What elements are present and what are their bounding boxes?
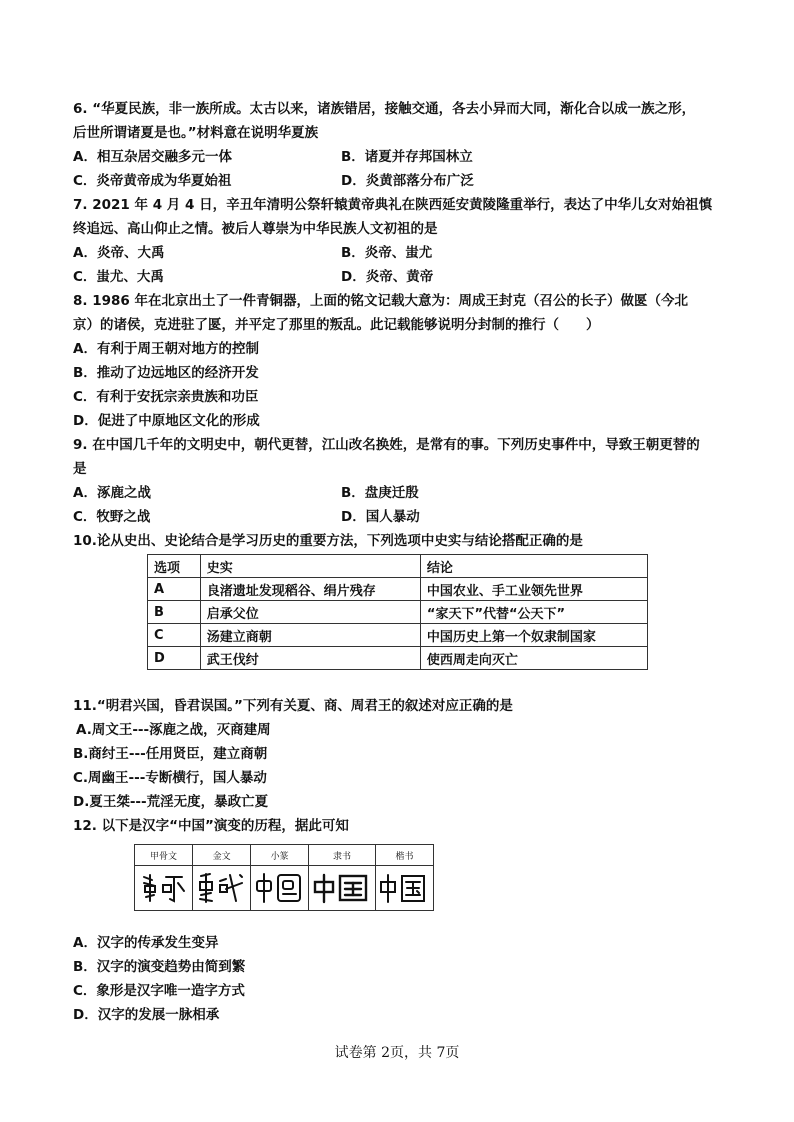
table-header-option: 选项 [148,555,201,578]
table-cell-conclusion: “家天下”代替“公天下” [420,601,647,624]
glyph-row [135,866,434,911]
q9-option-c: C．牧野之战 [73,509,151,525]
table-cell-option: A [148,578,201,601]
script-name: 隶书 [309,845,376,866]
q11-option-d: D.夏王桀---荒淫无度，暴政亡夏 [73,794,269,810]
q8-stem-line2: 京）的诸侯，克进驻了匽，并平定了那里的叛乱。此记载能够说明分封制的推行（ ） [73,317,600,333]
regular-zhongguo-image [378,871,430,905]
oracle-bone-zhongguo-image [138,871,190,905]
bronze-zhongguo-image [196,871,248,905]
small-seal-zhongguo-image [254,871,306,905]
q7-option-b: B．炎帝、蚩尤 [341,245,433,261]
q9-option-d: D．国人暴动 [341,509,420,525]
q9-stem-line2: 是 [73,461,87,477]
table-cell-fact: 汤建立商朝 [200,624,420,647]
q8-option-c: C．有利于安抚宗亲贵族和功臣 [73,389,259,405]
q12-option-d: D．汉字的发展一脉相承 [73,1007,220,1023]
table-row [148,578,648,601]
q6-option-c: C．炎帝黄帝成为华夏始祖 [73,173,232,189]
bronze-glyph [193,866,251,911]
clerical-glyph [309,866,376,911]
table-header-conclusion: 结论 [420,555,647,578]
q11-stem: 11.“明君兴国，昏君误国。”下列有关夏、商、周君王的叙述对应正确的是 [73,698,513,714]
q11-option-b: B.商纣王---任用贤臣，建立商朝 [73,746,268,762]
q9-stem-line1: 9. 在中国几千年的文明史中，朝代更替，江山改名换姓，是常有的事。下列历史事件中，导致王朝更替的 [73,437,700,453]
regular-glyph [375,866,433,911]
q7-option-a: A．炎帝、大禹 [73,245,165,261]
q12-option-c: C．象形是汉字唯一造字方式 [73,983,245,999]
q8-option-b: B．推动了边远地区的经济开发 [73,365,259,381]
q10-table [147,554,648,670]
table-cell-fact: 启承父位 [200,601,420,624]
script-name: 小篆 [251,845,309,866]
q12-option-a: A．汉字的传承发生变异 [73,935,219,951]
q6-option-a: A．相互杂居交融多元一体 [73,149,232,165]
script-name: 楷书 [375,845,433,866]
script-name: 金文 [193,845,251,866]
q6-stem-line2: 后世所谓诸夏是也。”材料意在说明华夏族 [73,125,319,141]
q12-stem: 12. 以下是汉字“中国”演变的历程，据此可知 [73,818,349,834]
small-seal-glyph [251,866,309,911]
table-row [148,601,648,624]
q6-option-d: D．炎黄部落分布广泛 [341,173,474,189]
q7-option-c: C．蚩尤、大禹 [73,269,164,285]
q7-option-d: D．炎帝、黄帝 [341,269,434,285]
page-footer: 试卷第 2页，共 7页 [334,1045,460,1061]
q11-option-c: C.周幽王---专断横行，国人暴动 [73,770,267,786]
table-header-row [148,555,648,578]
table-cell-fact: 武王伐纣 [200,647,420,670]
q9-option-b: B．盘庚迁殷 [341,485,419,501]
oracle-bone-glyph [135,866,193,911]
q6-option-b: B．诸夏并存邦国林立 [341,149,473,165]
table-cell-conclusion: 使西周走向灭亡 [420,647,647,670]
q10-stem: 10.论从史出、史论结合是学习历史的重要方法，下列选项中史实与结论搭配正确的是 [73,533,583,549]
table-cell-option: B [148,601,201,624]
q7-stem-line1: 7. 2021 年 4 月 4 日，辛丑年清明公祭轩辕黄帝典礼在陕西延安黄陵隆重举行，表达了中华儿女对始祖慎 [73,197,713,213]
q9-option-a: A．涿鹿之战 [73,485,151,501]
script-name-row [135,845,434,866]
table-cell-conclusion: 中国历史上第一个奴隶制国家 [420,624,647,647]
q8-stem-line1: 8. 1986 年在北京出土了一件青铜器，上面的铭文记载大意为：周成王封克（召公的长子）做匽（今北 [73,293,688,309]
table-cell-option: C [148,624,201,647]
table-header-fact: 史实 [200,555,420,578]
q11-option-a: A.周文王---涿鹿之战，灭商建周 [76,722,271,738]
clerical-zhongguo-image [312,871,372,905]
q6-stem-line1: 6. “华夏民族，非一族所成。太古以来，诸族错居，接触交通，各去小异而大同，渐化合以成一族之形， [73,101,696,117]
zhongguo-evolution-table [134,844,434,911]
table-cell-fact: 良渚遗址发现稻谷、绢片残存 [200,578,420,601]
q12-option-b: B．汉字的演变趋势由简到繁 [73,959,246,975]
table-row [148,647,648,670]
q8-option-a: A．有利于周王朝对地方的控制 [73,341,259,357]
q7-stem-line2: 终追远、高山仰止之情。被后人尊崇为中华民族人文初祖的是 [73,221,438,237]
table-row [148,624,648,647]
table-cell-option: D [148,647,201,670]
q8-option-d: D．促进了中原地区文化的形成 [73,413,260,429]
script-name: 甲骨文 [135,845,193,866]
table-cell-conclusion: 中国农业、手工业领先世界 [420,578,647,601]
